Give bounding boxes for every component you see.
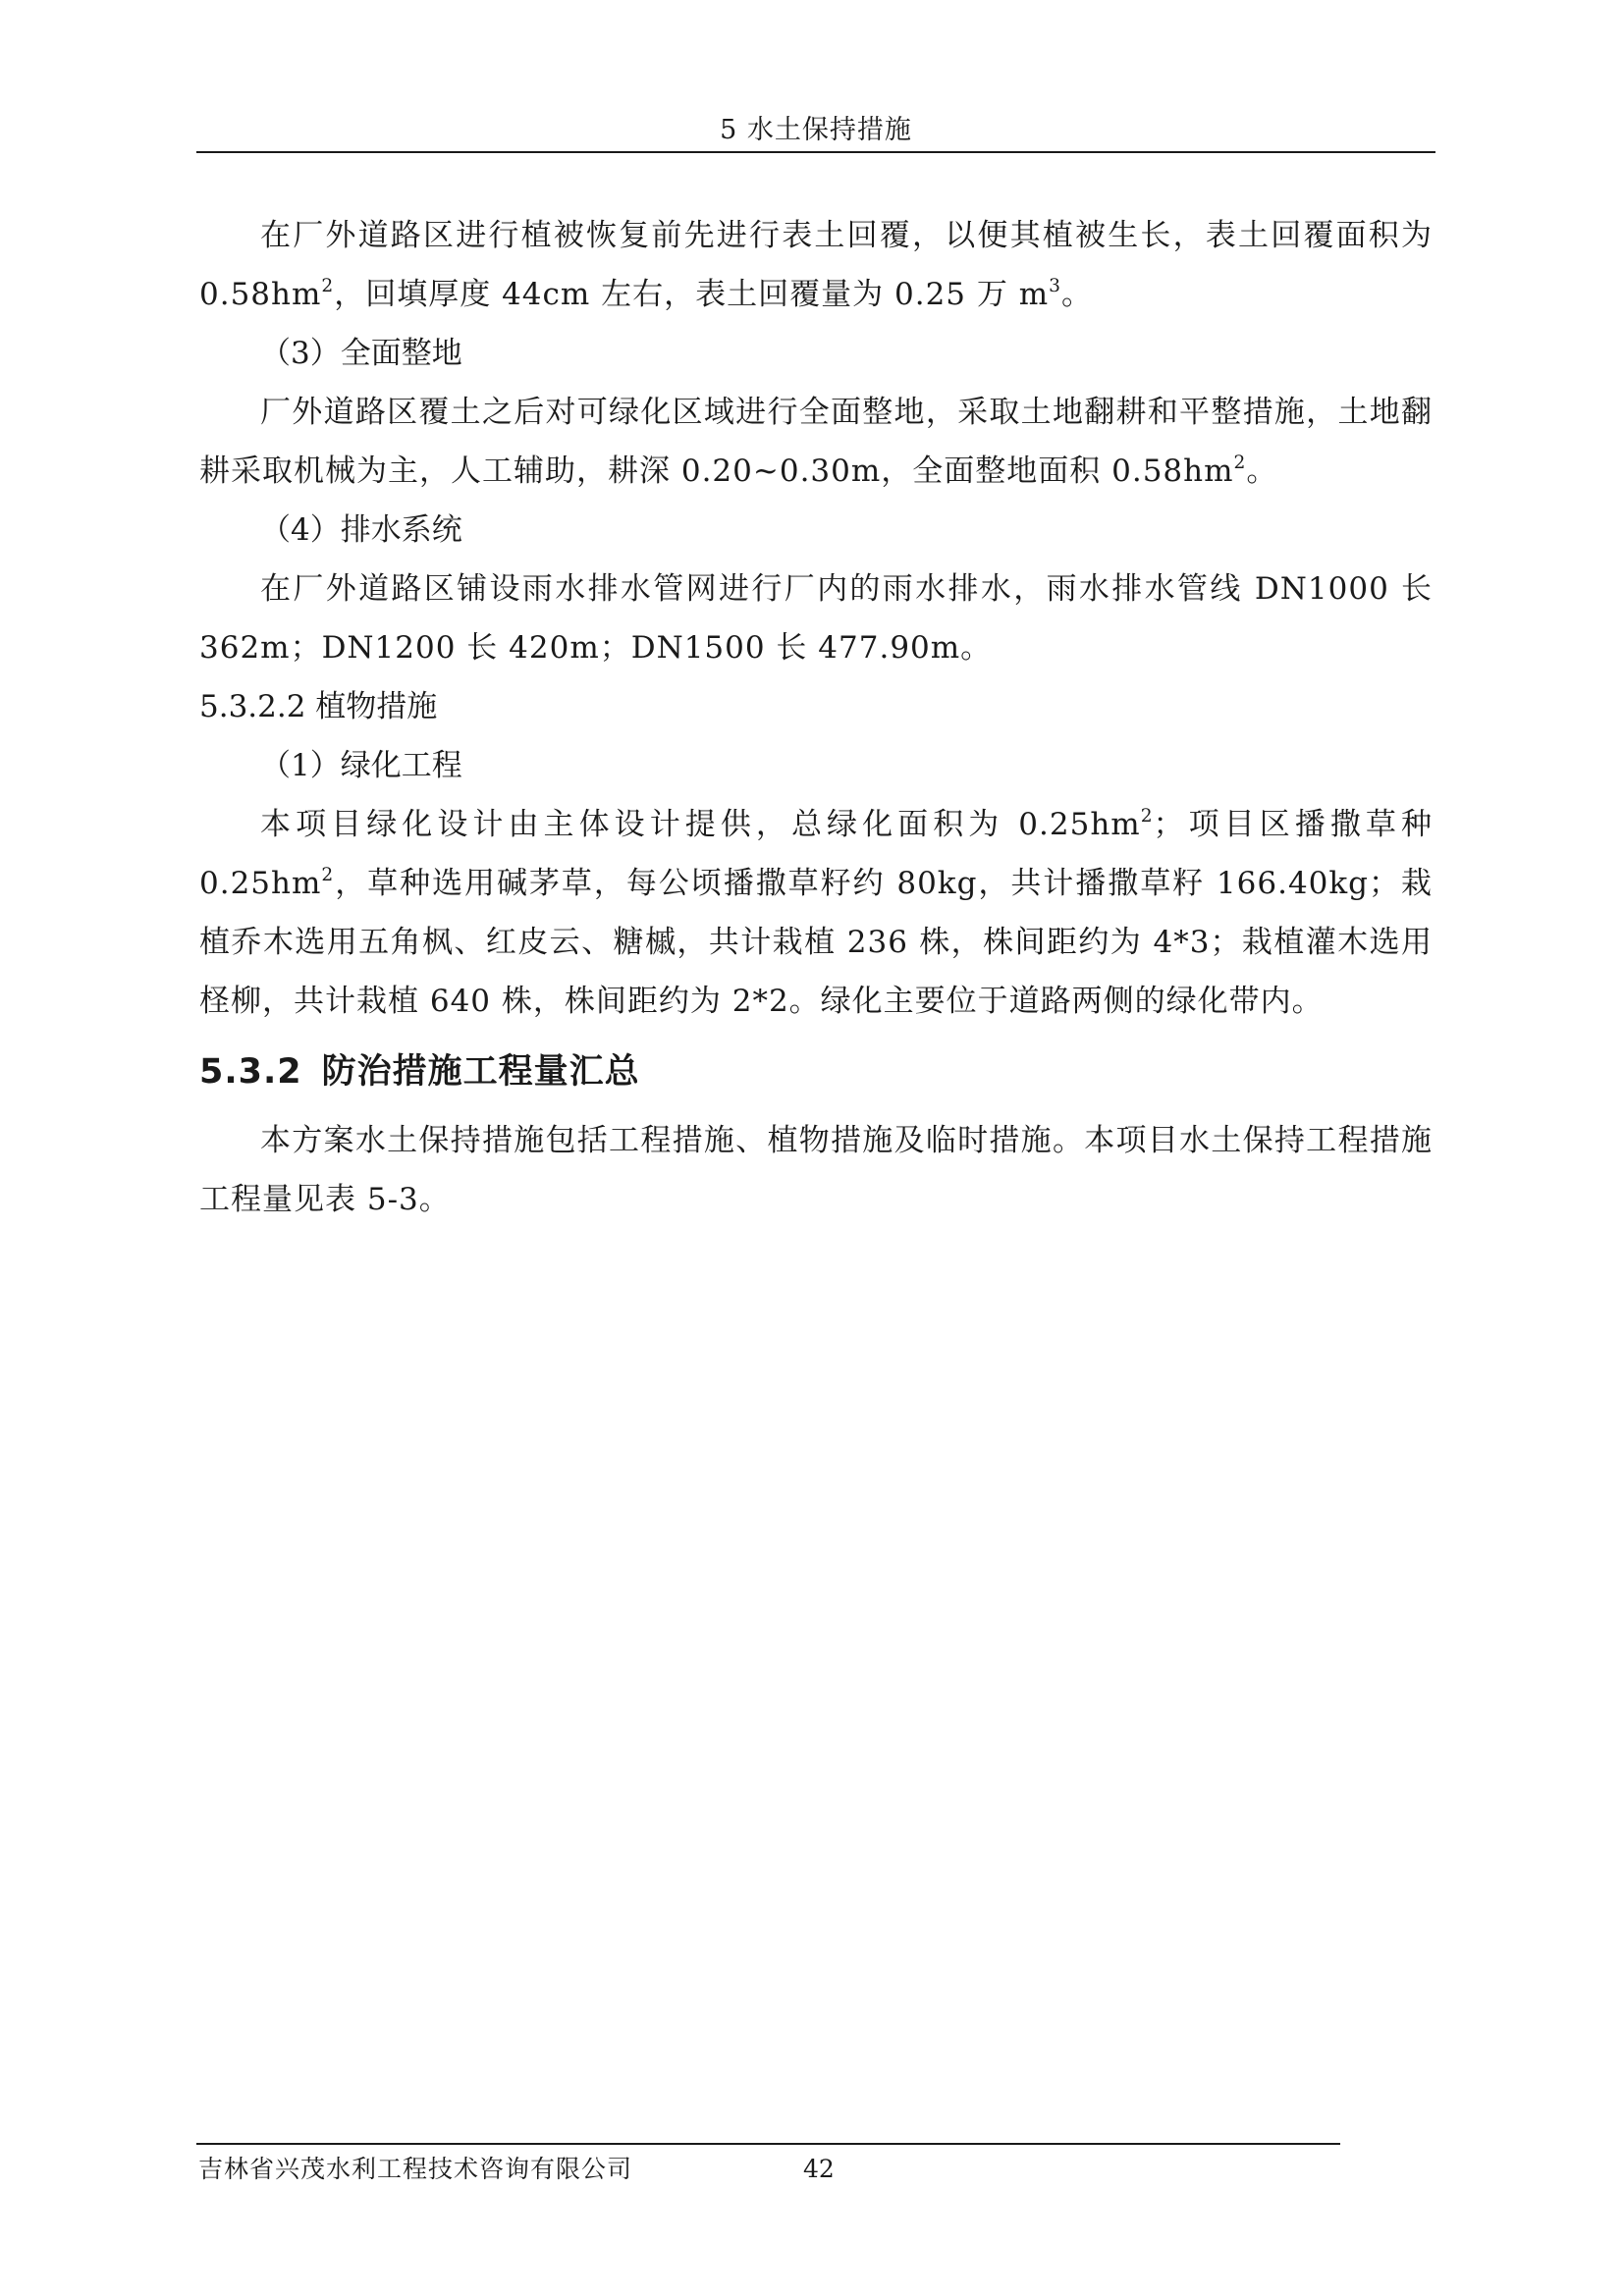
section-title: 防治措施工程量汇总 [321, 1052, 640, 1092]
footer-divider [196, 2143, 1340, 2145]
section-number: 5.3.2 [199, 1052, 302, 1092]
superscript: 2 [1233, 452, 1247, 473]
paragraph-text: 在厂外道路区进行植被恢复前先进行表土回覆，以便其植被生长，表土回覆面积为 0.58hm [199, 218, 1433, 312]
subheading-drainage: （4）排水系统 [260, 512, 462, 548]
header-divider [196, 151, 1435, 153]
page-body [199, 206, 1433, 1229]
paragraph-summary: 本方案水土保持措施包括工程措施、植物措施及临时措施。本项目水土保持工程措施工程量见表 5-3。 [199, 1123, 1433, 1217]
paragraph-greening [199, 795, 1433, 1031]
paragraph-text: ；项目区播撒草种 0.25hm [199, 807, 1433, 901]
subheading-land-preparation: （3）全面整地 [260, 336, 462, 371]
paragraph-topsoil [199, 206, 1433, 324]
page-number: 42 [803, 2155, 835, 2183]
paragraph-text: ，回填厚度 44cm 左右，表土回覆量为 0.25 万 m [334, 277, 1050, 312]
section-heading [199, 1042, 1433, 1101]
subheading-plant-measures: 5.3.2.2 植物措施 [199, 689, 438, 724]
superscript: 3 [1049, 275, 1061, 296]
paragraph-drainage: 在厂外道路区铺设雨水排水管网进行厂内的雨水排水，雨水排水管线 DN1000 长 362m；DN1200 长 420m；DN1500 长 477.90m。 [199, 571, 1433, 666]
superscript: 2 [1140, 805, 1154, 827]
superscript: 2 [321, 864, 335, 885]
superscript: 2 [321, 275, 335, 296]
paragraph-text: 。 [1060, 277, 1093, 312]
paragraph-text: ，草种选用碱茅草，每公顷播撒草籽约 80kg，共计播撒草籽 166.40kg；栽植乔木选用五角枫、红皮云、糖槭，共计栽植 236 株，株间距约为 4*3；栽植灌木选用柽柳，共计栽植 640 株，株间距约为 2*2。绿化主要位于道路两侧的绿化带内。 [199, 866, 1433, 1019]
paragraph-text: 本项目绿化设计由主体设计提供，总绿化面积为 0.25hm [260, 807, 1141, 842]
running-header: 5 水土保持措施 [720, 115, 912, 145]
subheading-greening: （1）绿化工程 [260, 748, 462, 783]
paragraph-text: 厂外道路区覆土之后对可绿化区域进行全面整地，采取土地翻耕和平整措施，土地翻耕采取机械为主，人工辅助，耕深 0.20~0.30m，全面整地面积 0.58hm [199, 395, 1433, 489]
paragraph-land-preparation [199, 383, 1433, 501]
paragraph-text: 。 [1246, 454, 1278, 489]
footer-company: 吉林省兴茂水利工程技术咨询有限公司 [198, 2155, 633, 2183]
